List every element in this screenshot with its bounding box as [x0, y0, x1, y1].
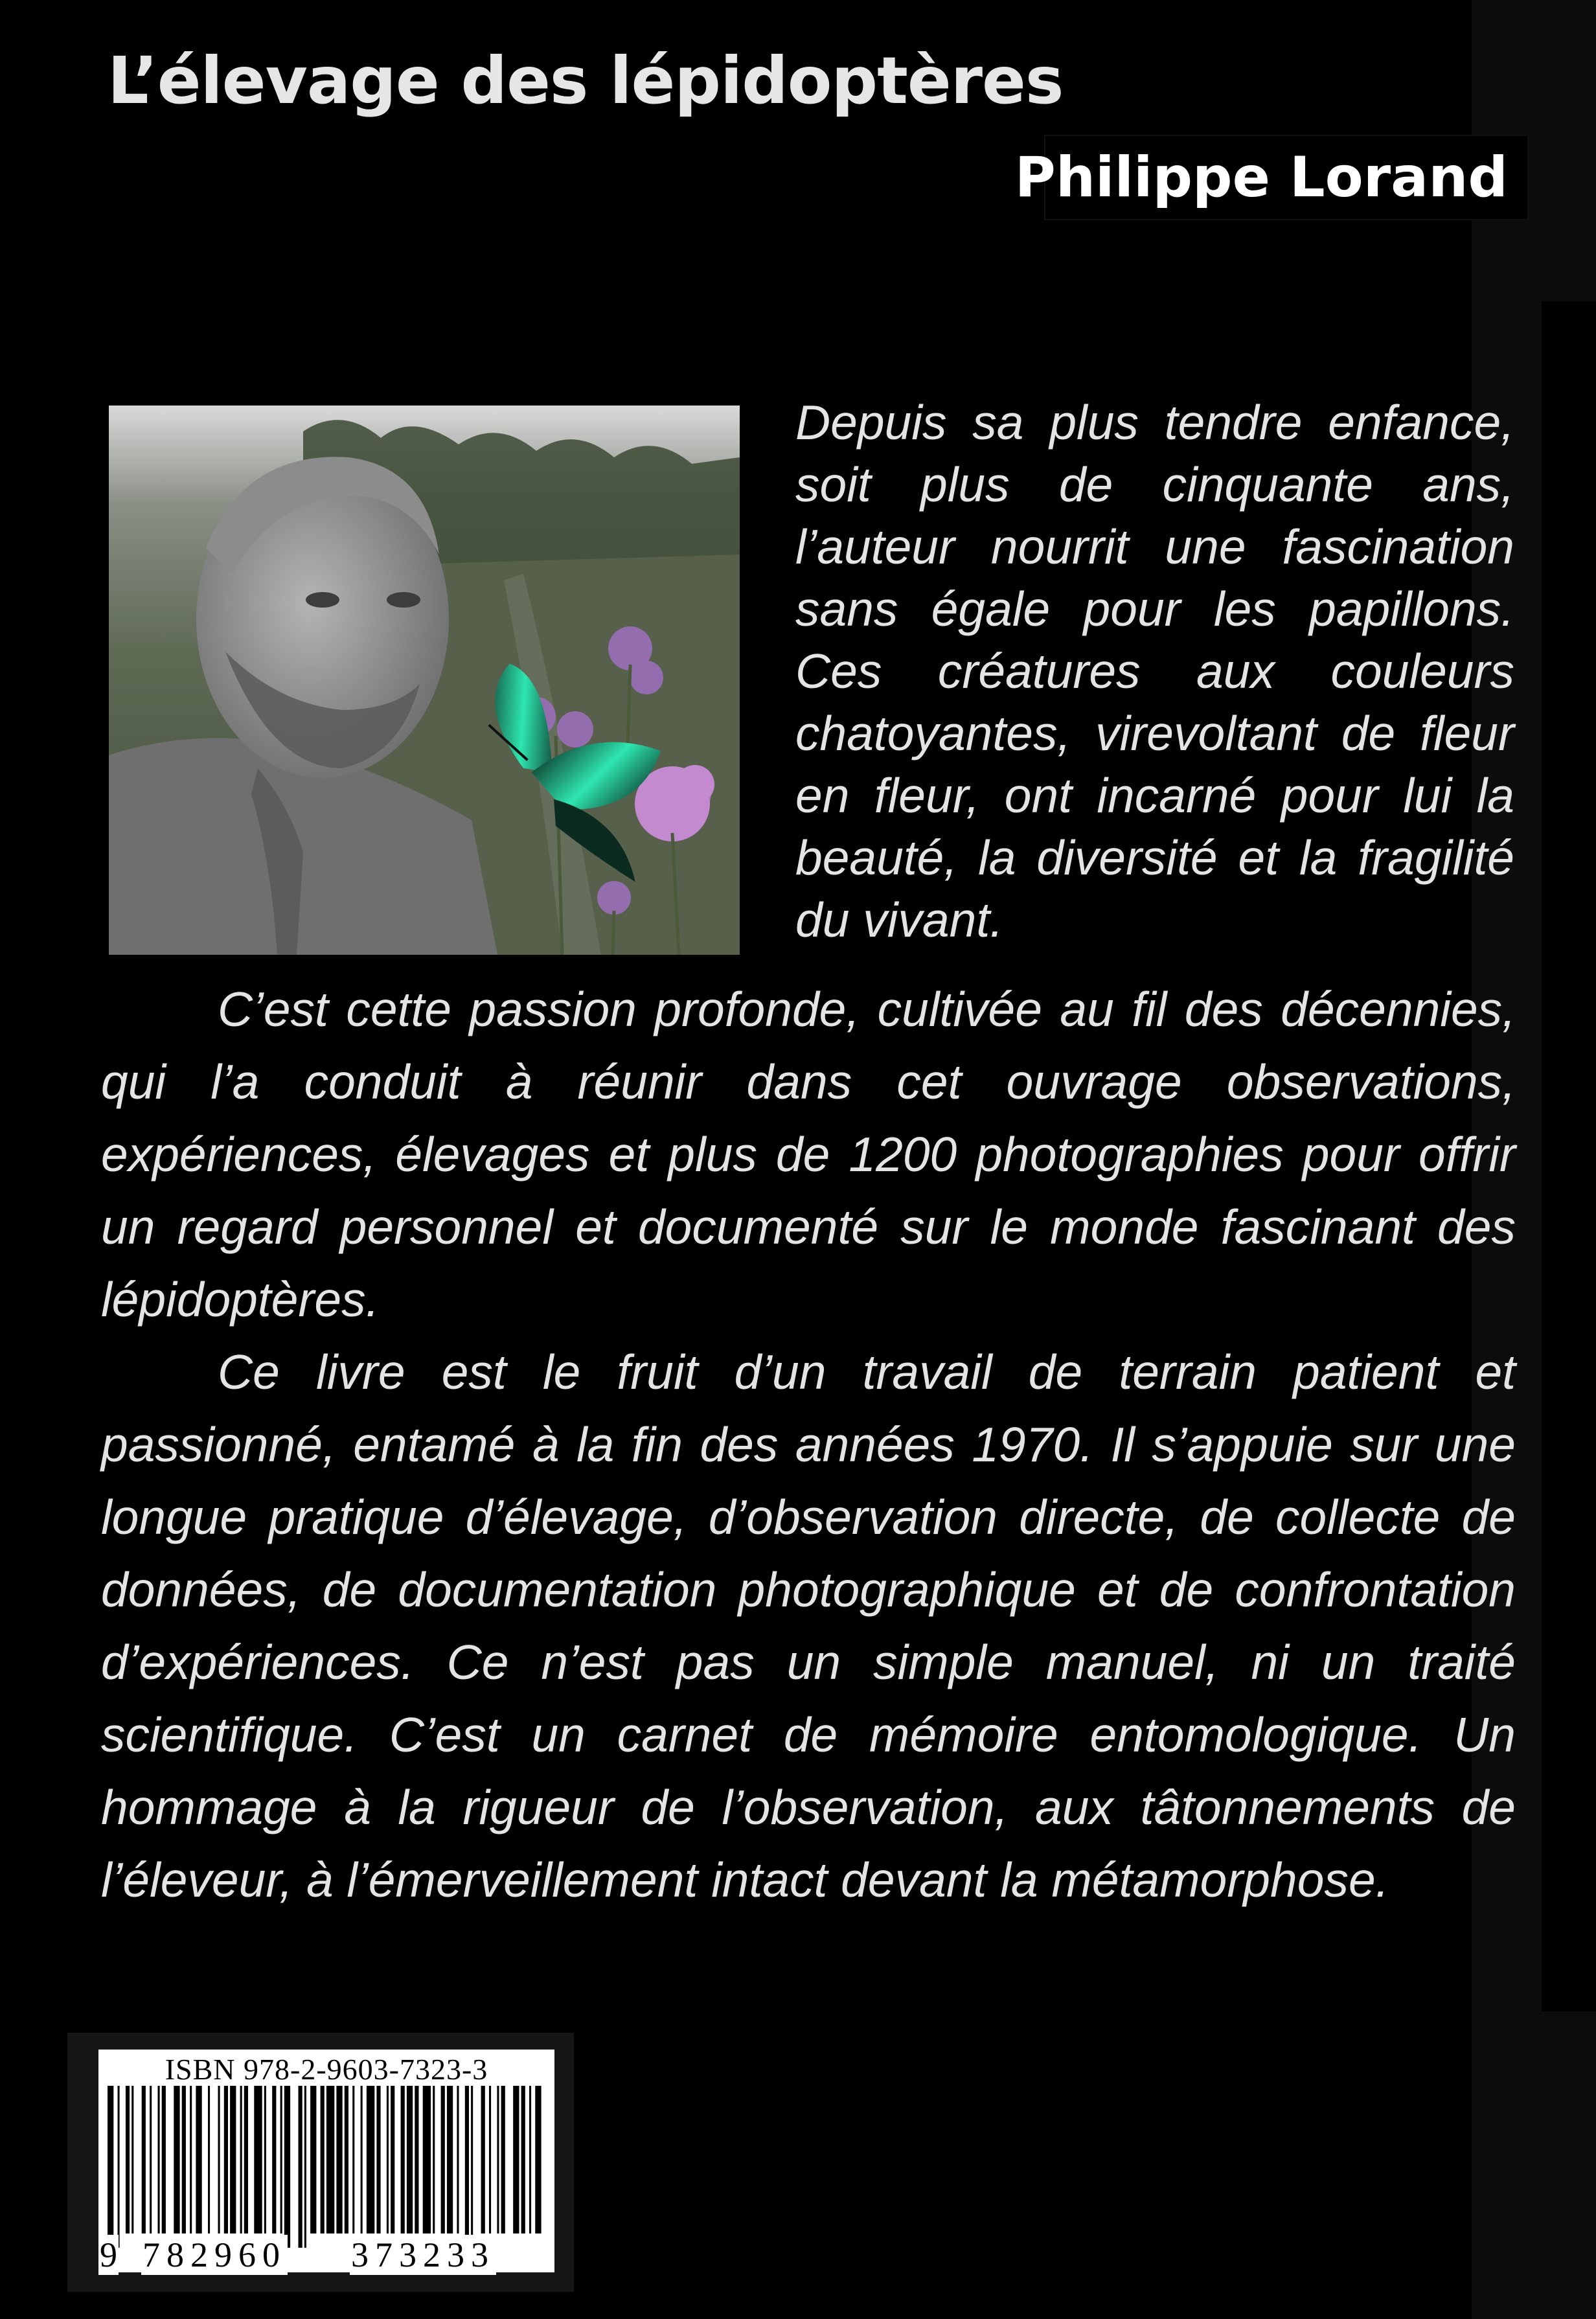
barcode-bar: [230, 2086, 236, 2233]
barcode-digit-first: 9: [100, 2235, 117, 2274]
barcode-bar: [131, 2086, 133, 2233]
barcode-bar: [218, 2086, 220, 2233]
barcode-bar: [126, 2086, 130, 2233]
book-title: L’élevage des lépidoptères: [108, 43, 1064, 119]
barcode-bar: [174, 2086, 179, 2233]
barcode-bar: [535, 2086, 541, 2233]
barcode-digits-right: 373233: [351, 2235, 495, 2274]
barcode-bar: [321, 2086, 325, 2233]
barcode-bar: [304, 2086, 306, 2248]
isbn-barcode: [98, 2050, 554, 2272]
barcode-bar: [529, 2086, 531, 2233]
author-box: [1014, 136, 1527, 219]
barcode-bar: [497, 2086, 499, 2233]
barcode-bar: [481, 2086, 485, 2233]
barcode-bar: [190, 2086, 192, 2233]
paragraph-1: C’est cette passion profonde, cultivée au fil des décennies, qui l’a conduit à réunir dans cet ouvrage observations, expériences, élevages et plus de 1200 photographies pour offrir un regard personnel et documenté sur le monde fascinant des lépidoptères.: [101, 982, 1516, 1327]
barcode-bar: [465, 2086, 469, 2248]
barcode-bar: [244, 2086, 248, 2233]
barcode-bar: [182, 2086, 186, 2233]
isbn-label: ISBN 978-2-9603-7323-3: [165, 2053, 488, 2086]
barcode-bar: [433, 2086, 435, 2233]
barcode-bar: [240, 2086, 242, 2233]
barcode-bar: [489, 2086, 491, 2233]
barcode-bar: [407, 2086, 413, 2233]
barcode-bar: [284, 2086, 290, 2248]
barcode-bar: [196, 2086, 201, 2233]
barcode-bar: [310, 2086, 316, 2233]
edge-strip-inner: [1542, 301, 1596, 2011]
barcode-bar: [391, 2086, 394, 2233]
barcode-bar: [336, 2086, 342, 2233]
barcode-bar: [158, 2086, 160, 2233]
barcode-bar: [326, 2086, 334, 2233]
barcode-bar: [142, 2086, 146, 2233]
barcode-bar: [457, 2086, 459, 2233]
paragraph-2: Ce livre est le fruit d’un travail de terrain patient et passionné, entamé à la fin des années 1970. Il s’appuie sur une longue pratique d’élevage, d’observation directe, de collecte de données, de documentation photographique et de confrontation d’expériences. Ce n’est pas un simple manuel, ni un traité scientifique. C’est un carnet de mémoire entomologique. Un hommage à la rigueur de l’observation, aux tâtonnements de l’éleveur, à l’émerveillement intact devant la métamorphose.: [101, 1345, 1516, 1907]
intro-text: Depuis sa plus tendre enfance, soit plus de cinquante ans, l’auteur nourrit une fascination sans égale pour les papillons. Ces créatures aux couleurs chatoyantes, virevoltant de fleur en fleur, ont incarné pour lui la beauté, la diversité et la fragilité du vivant.: [795, 395, 1514, 947]
barcode-bar: [501, 2086, 505, 2233]
barcode-bar: [264, 2086, 266, 2233]
barcode-digits-left: 782960: [142, 2235, 286, 2274]
barcode-bar: [401, 2086, 405, 2233]
barcode-bar: [150, 2086, 152, 2233]
barcode-bar: [441, 2086, 445, 2233]
barcode-bar: [513, 2086, 519, 2233]
barcode-bar: [162, 2086, 166, 2233]
barcode-bar: [280, 2086, 282, 2233]
barcode-bar: [108, 2086, 113, 2248]
barcode-bar: [367, 2086, 374, 2233]
barcode-bar: [447, 2086, 453, 2233]
barcode-bar: [208, 2086, 210, 2233]
barcode-bar: [352, 2086, 354, 2233]
barcode-bar: [299, 2086, 302, 2248]
body-text: [101, 973, 1516, 1916]
barcode-bar: [423, 2086, 431, 2233]
author-name: Philippe Lorand: [1014, 145, 1508, 210]
barcode-bar: [224, 2086, 228, 2233]
barcode-bar: [254, 2086, 262, 2233]
barcode-bar: [415, 2086, 418, 2233]
barcode-bar: [376, 2086, 380, 2233]
barcode-bar: [272, 2086, 276, 2233]
author-photo: [109, 406, 740, 955]
author-portrait-with-butterfly-photo: [109, 406, 740, 955]
barcode-bars: [98, 2086, 554, 2248]
barcode-bar: [118, 2086, 120, 2248]
barcode-box: [67, 2033, 574, 2292]
barcode-bar: [387, 2086, 389, 2233]
barcode-bar: [521, 2086, 525, 2233]
barcode-bar: [361, 2086, 363, 2233]
barcode-bar: [471, 2086, 473, 2248]
barcode-bar: [345, 2086, 348, 2233]
